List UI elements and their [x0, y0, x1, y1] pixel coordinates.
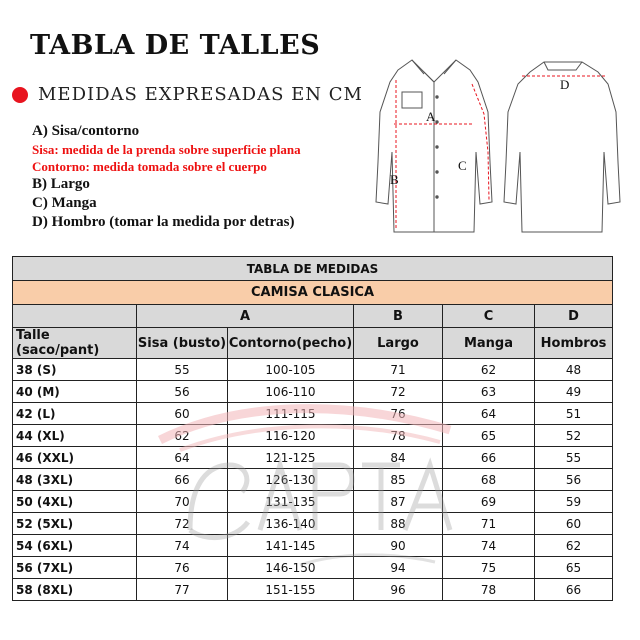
subtitle: MEDIDAS EXPRESADAS EN CM: [38, 84, 363, 105]
red-bullet-icon: [12, 87, 28, 103]
size-cell: 46 (XXL): [13, 447, 137, 469]
column-header: Largo: [354, 328, 443, 359]
measure-cell: 69: [443, 491, 535, 513]
measure-cell: 62: [535, 535, 613, 557]
table-row: [13, 381, 613, 403]
measure-cell: 84: [354, 447, 443, 469]
product-row: [13, 281, 613, 305]
measure-cell: 136-140: [228, 513, 354, 535]
measure-cell: 72: [137, 513, 228, 535]
measure-cell: 131-135: [228, 491, 354, 513]
measure-cell: 96: [354, 579, 443, 601]
measure-cell: 64: [443, 403, 535, 425]
measure-cell: 60: [535, 513, 613, 535]
column-header: Contorno(pecho): [228, 328, 354, 359]
size-cell: 44 (XL): [13, 425, 137, 447]
table-body: [13, 359, 613, 601]
measurement-legend: [32, 122, 301, 232]
measure-cell: 85: [354, 469, 443, 491]
column-header: Hombros: [535, 328, 613, 359]
measure-cell: 100-105: [228, 359, 354, 381]
group-header-row: [13, 305, 613, 328]
table-row: [13, 513, 613, 535]
page-title: TABLA DE TALLES: [30, 30, 321, 61]
measure-cell: 126-130: [228, 469, 354, 491]
table-row: [13, 403, 613, 425]
measure-cell: 78: [354, 425, 443, 447]
table-row: [13, 359, 613, 381]
size-cell: 52 (5XL): [13, 513, 137, 535]
measure-cell: 60: [137, 403, 228, 425]
measure-cell: 59: [535, 491, 613, 513]
size-cell: 54 (6XL): [13, 535, 137, 557]
table-row: [13, 491, 613, 513]
measure-cell: 48: [535, 359, 613, 381]
measure-cell: 72: [354, 381, 443, 403]
diagram-label-b: B: [390, 172, 399, 187]
diagram-label-a: A: [426, 109, 436, 124]
measure-cell: 76: [137, 557, 228, 579]
subtitle-row: [12, 84, 363, 105]
measure-cell: 74: [443, 535, 535, 557]
table-title-row: [13, 257, 613, 281]
measure-cell: 121-125: [228, 447, 354, 469]
measure-cell: 65: [535, 557, 613, 579]
legend-c: C) Manga: [32, 195, 97, 211]
group-header-a: A: [137, 305, 354, 328]
measure-cell: 71: [354, 359, 443, 381]
measure-cell: 64: [137, 447, 228, 469]
measure-cell: 75: [443, 557, 535, 579]
group-header-c: C: [443, 305, 535, 328]
measure-cell: 76: [354, 403, 443, 425]
table-row: [13, 469, 613, 491]
column-header: Manga: [443, 328, 535, 359]
column-header: Sisa (busto): [137, 328, 228, 359]
measure-cell: 51: [535, 403, 613, 425]
size-cell: 38 (S): [13, 359, 137, 381]
measure-cell: 56: [535, 469, 613, 491]
size-table: [12, 256, 613, 601]
diagram-label-d: D: [560, 77, 570, 92]
product-name: CAMISA CLASICA: [13, 281, 613, 305]
legend-a: A) Sisa/contorno: [32, 123, 140, 139]
table-row: [13, 557, 613, 579]
group-header-b: B: [354, 305, 443, 328]
legend-sisa-note: Sisa: medida de la prenda sobre superficie plana: [32, 142, 301, 157]
measure-cell: 55: [137, 359, 228, 381]
measure-cell: 94: [354, 557, 443, 579]
measure-cell: 66: [535, 579, 613, 601]
size-cell: 56 (7XL): [13, 557, 137, 579]
group-header-empty: [13, 305, 137, 328]
table-row: [13, 425, 613, 447]
table-row: [13, 579, 613, 601]
table-row: [13, 535, 613, 557]
measure-cell: 62: [137, 425, 228, 447]
measure-cell: 90: [354, 535, 443, 557]
measure-cell: 70: [137, 491, 228, 513]
measure-cell: 116-120: [228, 425, 354, 447]
measure-cell: 63: [443, 381, 535, 403]
diagram-label-c: C: [458, 158, 467, 173]
group-header-d: D: [535, 305, 613, 328]
measure-cell: 68: [443, 469, 535, 491]
measure-cell: 151-155: [228, 579, 354, 601]
legend-contorno-note: Contorno: medida tomada sobre el cuerpo: [32, 159, 267, 174]
measure-cell: 88: [354, 513, 443, 535]
size-cell: 48 (3XL): [13, 469, 137, 491]
size-cell: 40 (M): [13, 381, 137, 403]
measure-cell: 78: [443, 579, 535, 601]
measure-cell: 55: [535, 447, 613, 469]
measure-cell: 66: [443, 447, 535, 469]
size-cell: 58 (8XL): [13, 579, 137, 601]
measure-cell: 111-115: [228, 403, 354, 425]
table-title: TABLA DE MEDIDAS: [13, 257, 613, 281]
measure-cell: 106-110: [228, 381, 354, 403]
measure-cell: 77: [137, 579, 228, 601]
measure-cell: 65: [443, 425, 535, 447]
measure-cell: 52: [535, 425, 613, 447]
shirt-diagram: [362, 52, 624, 237]
column-header-row: [13, 328, 613, 359]
measure-cell: 141-145: [228, 535, 354, 557]
measure-cell: 74: [137, 535, 228, 557]
table-row: [13, 447, 613, 469]
legend-b: B) Largo: [32, 176, 90, 192]
measure-cell: 49: [535, 381, 613, 403]
size-cell: 50 (4XL): [13, 491, 137, 513]
measure-cell: 62: [443, 359, 535, 381]
measure-cell: 87: [354, 491, 443, 513]
size-cell: 42 (L): [13, 403, 137, 425]
column-header: Talle (saco/pant): [13, 328, 137, 359]
shirt-front-icon: [376, 60, 492, 232]
measure-cell: 66: [137, 469, 228, 491]
measure-cell: 146-150: [228, 557, 354, 579]
measure-cell: 56: [137, 381, 228, 403]
measure-cell: 71: [443, 513, 535, 535]
legend-d: D) Hombro (tomar la medida por detras): [32, 214, 295, 230]
